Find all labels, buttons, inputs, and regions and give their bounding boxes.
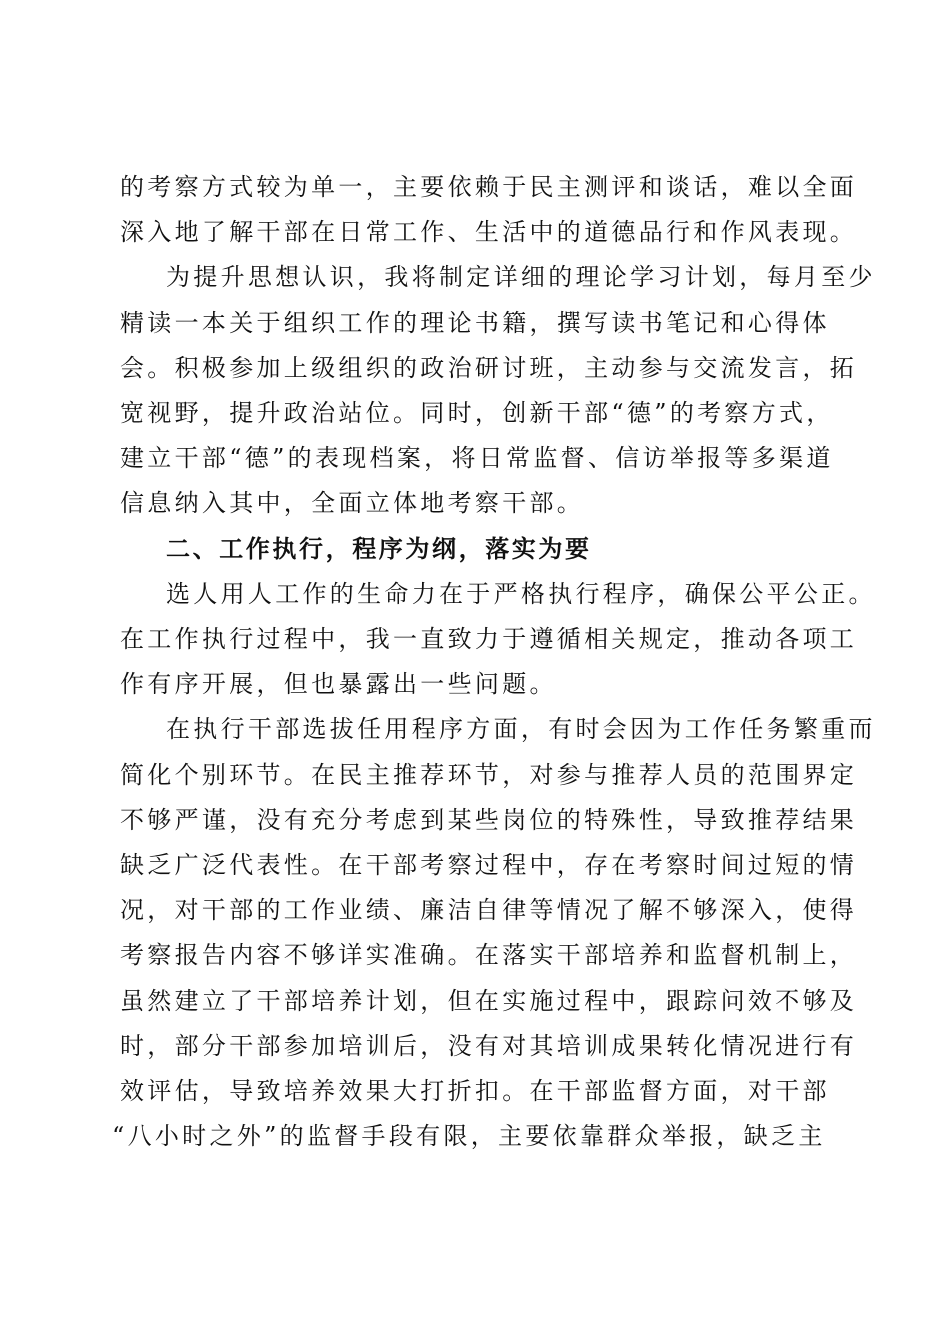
text-line: 会。积极参加上级组织的政治研讨班，主动参与交流发言，拓 xyxy=(120,353,858,382)
text-line: 效评估，导致培养效果大打折扣。在干部监督方面，对干部 xyxy=(120,1077,830,1105)
text-line: 的考察方式较为单一，主要依赖于民主测评和谈话，难以全面 xyxy=(120,173,858,201)
text-line: 时，部分干部参加培训后，没有对其培训成果转化情况进行有 xyxy=(120,1031,858,1060)
text-line: 选人用人工作的生命力在于严格执行程序，确保公平公正。 xyxy=(166,579,876,608)
text-line: 在执行干部选拔任用程序方面，有时会因为工作任务繁重而 xyxy=(166,715,876,744)
text-line: 况，对干部的工作业绩、廉洁自律等情况了解不够深入，使得 xyxy=(120,896,858,925)
text-line: 虽然建立了干部培养计划，但在实施过程中，跟踪问效不够及 xyxy=(120,986,858,1015)
text-line: 缺乏广泛代表性。在干部考察过程中，存在考察时间过短的情 xyxy=(120,851,858,879)
text-line: “八小时之外”的监督手段有限，主要依靠群众举报，缺乏主 xyxy=(112,1122,826,1151)
text-line: 深入地了解干部在日常工作、生活中的道德品行和作风表现。 xyxy=(120,218,858,247)
text-line: 考察报告内容不够详实准确。在落实干部培养和监督机制上， xyxy=(120,941,858,970)
text-line: 不够严谨，没有充分考虑到某些岗位的特殊性，导致推荐结果 xyxy=(120,805,858,834)
text-line: 精读一本关于组织工作的理论书籍，撰写读书笔记和心得体 xyxy=(120,308,830,337)
text-line: 宽视野，提升政治站位。同时，创新干部“德”的考察方式， xyxy=(120,399,834,427)
text-line: 在工作执行过程中，我一直致力于遵循相关规定，推动各项工 xyxy=(120,625,858,653)
text-line: 为提升思想认识，我将制定详细的理论学习计划，每月至少 xyxy=(166,263,876,292)
text-line: 建立干部“德”的表现档案，将日常监督、信访举报等多渠道 xyxy=(120,444,834,473)
text-line: 信息纳入其中，全面立体地考察干部。 xyxy=(120,489,585,518)
section-heading: 二、工作执行，程序为纲，落实为要 xyxy=(166,533,592,563)
text-line: 简化个别环节。在民主推荐环节，对参与推荐人员的范围界定 xyxy=(120,760,858,789)
text-line: 作有序开展，但也暴露出一些问题。 xyxy=(120,670,557,699)
